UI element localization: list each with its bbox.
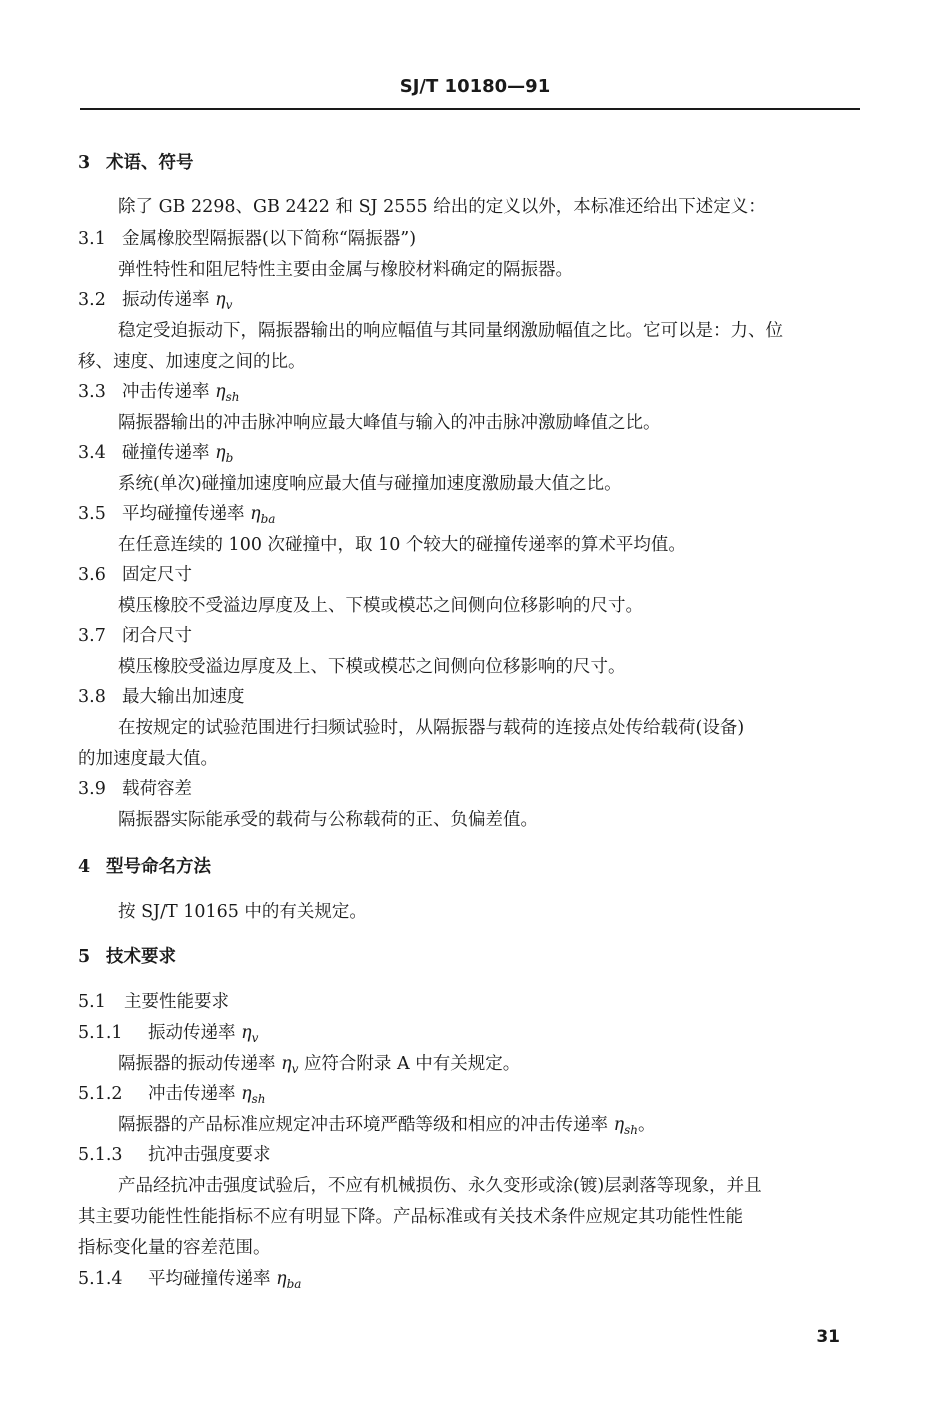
section-5-heading: [78, 946, 868, 968]
item-3-3-heading: [78, 381, 868, 408]
header-rule: [80, 108, 860, 110]
item-3-1-heading: [78, 228, 868, 250]
subsection-number: 5.1.3: [78, 1145, 123, 1165]
item-3-2-heading: [78, 289, 868, 316]
term-symbol-subscript: ba: [286, 1277, 302, 1291]
item-3-4-definition: 系统(单次)碰撞加速度响应最大值与碰撞加速度激励最大值之比。: [118, 474, 622, 494]
item-number: 3.9: [78, 779, 106, 799]
item-term: 碰撞传递率: [122, 443, 210, 463]
subsection-5-1-1-heading: [78, 1022, 868, 1049]
term-symbol: η: [241, 1023, 252, 1043]
inline-symbol-subscript: sh: [624, 1123, 638, 1137]
item-term: 振动传递率: [122, 290, 210, 310]
term-symbol-subscript: v: [251, 1031, 259, 1045]
subsection-term: 冲击传递率: [148, 1084, 236, 1104]
text-part: 。: [637, 1115, 656, 1135]
item-3-9-heading: [78, 778, 868, 800]
item-symbol: η: [215, 443, 226, 463]
item-number: 3.3: [78, 382, 106, 402]
text-part: 应符合附录 A 中有关规定。: [303, 1054, 521, 1074]
item-3-5-heading: [78, 503, 868, 530]
subsection-title: 主要性能要求: [124, 992, 229, 1012]
inline-symbol-subscript: v: [291, 1062, 299, 1076]
item-symbol-subscript: sh: [225, 390, 240, 404]
section-number: 5: [78, 947, 91, 967]
item-number: 3.8: [78, 687, 106, 707]
item-3-9-definition: 隔振器实际能承受的载荷与公称载荷的正、负偏差值。: [118, 810, 538, 830]
item-number: 3.4: [78, 443, 106, 463]
item-term: 载荷容差: [122, 779, 192, 799]
text-part: 隔振器的振动传递率: [118, 1054, 276, 1074]
item-3-6-heading: [78, 564, 868, 586]
subsection-5-1-3-line-2: 其主要功能性性能指标不应有明显下降。产品标准或有关技术条件应规定其功能性性能: [78, 1207, 743, 1227]
section-number: 4: [78, 857, 91, 877]
item-number: 3.1: [78, 229, 106, 249]
section-3-intro: 除了 GB 2298、GB 2422 和 SJ 2555 给出的定义以外，本标准还给出下述定义：: [118, 197, 766, 217]
item-3-6-definition: 模压橡胶不受溢边厚度及上、下模或模芯之间侧向位移影响的尺寸。: [118, 596, 643, 616]
inline-symbol: η: [613, 1115, 625, 1135]
item-number: 3.2: [78, 290, 106, 310]
item-term: 金属橡胶型隔振器(以下简称“隔振器”): [122, 229, 417, 249]
term-symbol: η: [241, 1084, 252, 1104]
item-symbol-subscript: ba: [260, 512, 276, 526]
item-symbol: η: [215, 382, 226, 402]
section-4-text: 按 SJ/T 10165 中的有关规定。: [118, 902, 367, 922]
subsection-number: 5.1.2: [78, 1084, 123, 1104]
item-3-7-heading: [78, 625, 868, 647]
item-symbol: η: [215, 290, 226, 310]
item-term: 闭合尺寸: [122, 626, 192, 646]
subsection-5-1-2-text: [118, 1114, 908, 1141]
subsection-5-1-1-text: [118, 1053, 908, 1080]
item-3-5-definition: 在任意连续的 100 次碰撞中，取 10 个较大的碰撞传递率的算术平均值。: [118, 535, 686, 555]
term-symbol: η: [276, 1269, 287, 1289]
item-3-8-heading: [78, 686, 868, 708]
item-symbol-subscript: v: [225, 298, 233, 312]
item-number: 3.5: [78, 504, 106, 524]
text-part: 隔振器的产品标准应规定冲击环境严酷等级和相应的冲击传递率: [118, 1115, 608, 1135]
page-number: 31: [816, 1327, 840, 1347]
subsection-5-1-3-line-3: 指标变化量的容差范围。: [78, 1238, 271, 1258]
section-title: 术语、符号: [106, 153, 194, 173]
item-3-8-definition: 在按规定的试验范围进行扫频试验时，从隔振器与载荷的连接点处传给载荷(设备): [118, 718, 745, 738]
subsection-5-1-3-heading: [78, 1144, 868, 1166]
term-symbol-subscript: sh: [251, 1092, 266, 1106]
item-3-1-definition: 弹性特性和阻尼特性主要由金属与橡胶材料确定的隔振器。: [118, 260, 573, 280]
item-term: 平均碰撞传递率: [122, 504, 245, 524]
item-term: 最大输出加速度: [122, 687, 245, 707]
section-3-heading: [78, 152, 868, 174]
subsection-5-1-2-heading: [78, 1083, 868, 1110]
item-3-3-definition: 隔振器输出的冲击脉冲响应最大峰值与输入的冲击脉冲激励峰值之比。: [118, 413, 661, 433]
document-header-code: SJ/T 10180—91: [399, 76, 551, 97]
item-term: 冲击传递率: [122, 382, 210, 402]
item-3-2-definition-cont: 移、速度、加速度之间的比。: [78, 352, 306, 372]
section-number: 3: [78, 153, 91, 173]
subsection-number: 5.1.1: [78, 1023, 123, 1043]
item-term: 固定尺寸: [122, 565, 192, 585]
item-3-7-definition: 模压橡胶受溢边厚度及上、下模或模芯之间侧向位移影响的尺寸。: [118, 657, 626, 677]
item-3-8-definition-cont: 的加速度最大值。: [78, 749, 218, 769]
subsection-term: 平均碰撞传递率: [148, 1269, 271, 1289]
inline-symbol: η: [281, 1054, 292, 1074]
section-4-heading: [78, 856, 868, 878]
item-symbol: η: [250, 504, 261, 524]
section-title: 型号命名方法: [106, 857, 211, 877]
subsection-term: 振动传递率: [148, 1023, 236, 1043]
subsection-5-1-3-line-1: 产品经抗冲击强度试验后，不应有机械损伤、永久变形或涂(镀)层剥落等现象，并且: [118, 1176, 762, 1196]
item-3-2-definition: 稳定受迫振动下，隔振器输出的响应幅值与其同量纲激励幅值之比。它可以是：力、位: [118, 321, 783, 341]
subsection-5-1-heading: [78, 991, 868, 1013]
subsection-5-1-4-heading: [78, 1268, 868, 1295]
subsection-number: 5.1: [78, 992, 106, 1012]
subsection-number: 5.1.4: [78, 1269, 123, 1289]
item-symbol-subscript: b: [225, 451, 234, 465]
item-3-4-heading: [78, 442, 868, 469]
subsection-term: 抗冲击强度要求: [148, 1145, 271, 1165]
section-title: 技术要求: [106, 947, 176, 967]
item-number: 3.6: [78, 565, 106, 585]
item-number: 3.7: [78, 626, 106, 646]
